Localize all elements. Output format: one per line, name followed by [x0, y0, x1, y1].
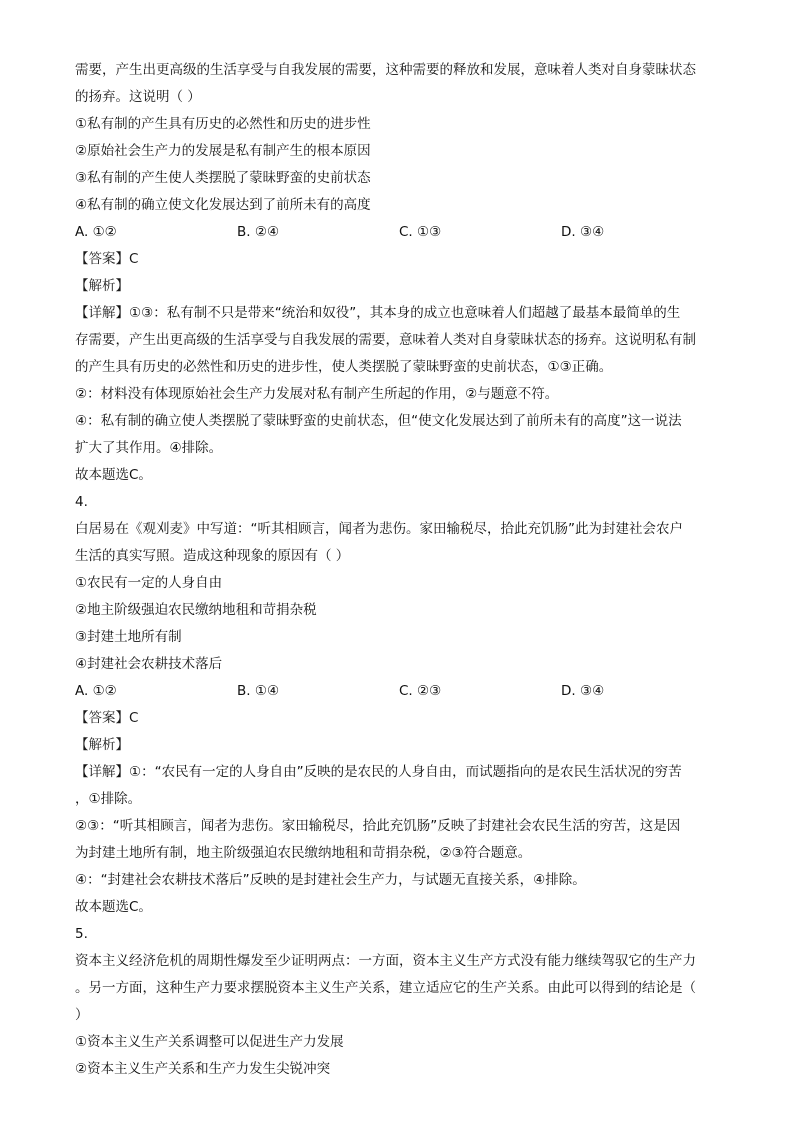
q4-analysis-heading: 【解析】 — [75, 737, 129, 753]
q3-detail-line-5: ④：私有制的确立使人类摆脱了蒙昧野蛮的史前状态，但“使文化发展达到了前所未有的高度”这一说法 — [75, 413, 682, 429]
q3-option-d: D. ③④ — [561, 224, 605, 240]
q5-item-2: ②资本主义生产关系和生产力发生尖锐冲突 — [75, 1061, 331, 1077]
q4-option-c: C. ②③ — [399, 683, 442, 699]
q3-conclusion: 故本题选C。 — [75, 467, 152, 483]
q5-item-1: ①资本主义生产关系调整可以促进生产力发展 — [75, 1034, 344, 1050]
q4-detail-line-2: ，①排除。 — [75, 791, 142, 807]
q3-analysis-heading: 【解析】 — [75, 278, 129, 294]
q4-item-3: ③封建土地所有制 — [75, 629, 182, 645]
q4-detail-line-4: 为封建土地所有制，地主阶级强迫农民缴纳地租和苛捐杂税，②③符合题意。 — [75, 845, 532, 861]
q5-stem-line-3: ） — [75, 1007, 89, 1023]
q3-stem-line-2: 的扬弃。这说明（ ） — [75, 89, 201, 105]
q3-options — [75, 219, 725, 246]
q3-item-3: ③私有制的产生使人类摆脱了蒙昧野蛮的史前状态 — [75, 170, 371, 186]
q3-item-1: ①私有制的产生具有历史的必然性和历史的进步性 — [75, 116, 371, 132]
q3-detail-line-3: 的产生具有历史的必然性和历史的进步性，使人类摆脱了蒙昧野蛮的史前状态，①③正确。 — [75, 359, 613, 375]
q4-option-d: D. ③④ — [561, 683, 605, 699]
q4-conclusion: 故本题选C。 — [75, 899, 152, 915]
q4-option-a: A. ①② — [75, 683, 117, 699]
q4-options — [75, 678, 725, 705]
q3-stem-line-1: 需要，产生出更高级的生活享受与自我发展的需要，这种需要的释放和发展，意味着人类对自身蒙昧状态 — [75, 62, 696, 78]
q4-detail-line-3: ②③：“听其相顾言，闻者为悲伤。家田输税尽，拾此充饥肠”反映了封建社会农民生活的穷苦，这是因 — [75, 818, 681, 834]
q4-answer: 【答案】C — [75, 710, 139, 726]
q3-detail-line-6: 扩大了其作用。④排除。 — [75, 440, 223, 456]
q5-stem-line-2: 。另一方面，这种生产力要求摆脱资本主义生产关系，建立适应它的生产关系。由此可以得到的结论是（ — [75, 980, 696, 996]
q4-stem-line-1: 白居易在《观刈麦》中写道：“听其相顾言，闻者为悲伤。家田输税尽，拾此充饥肠”此为封建社会农户 — [75, 521, 683, 537]
q3-detail-line-1: 【详解】①③：私有制不只是带来“统治和奴役”，其本身的成立也意味着人们超越了最基本最简单的生 — [75, 305, 681, 321]
q3-answer: 【答案】C — [75, 251, 139, 267]
q5-stem-line-1: 资本主义经济危机的周期性爆发至少证明两点：一方面，资本主义生产方式没有能力继续驾驭它的生产力 — [75, 953, 696, 969]
q4-item-2: ②地主阶级强迫农民缴纳地租和苛捐杂税 — [75, 602, 317, 618]
q3-detail-line-4: ②：材料没有体现原始社会生产力发展对私有制产生所起的作用，②与题意不符。 — [75, 386, 559, 402]
q4-item-1: ①农民有一定的人身自由 — [75, 575, 223, 591]
q3-option-a: A. ①② — [75, 224, 117, 240]
q4-detail-line-5: ④：“封建社会农耕技术落后”反映的是封建社会生产力，与试题无直接关系，④排除。 — [75, 872, 586, 888]
q4-stem-line-2: 生活的真实写照。造成这种现象的原因有（ ） — [75, 548, 350, 564]
q4-item-4: ④封建社会农耕技术落后 — [75, 656, 223, 672]
q3-detail-line-2: 存需要，产生出更高级的生活享受与自我发展的需要，意味着人类对自身蒙昧状态的扬弃。这说明私有制 — [75, 332, 696, 348]
q3-option-c: C. ①③ — [399, 224, 442, 240]
q3-item-4: ④私有制的确立使文化发展达到了前所未有的高度 — [75, 197, 371, 213]
q5-number: 5. — [75, 926, 88, 942]
q4-detail-line-1: 【详解】①：“农民有一定的人身自由”反映的是农民的人身自由，而试题指向的是农民生活状况的穷苦 — [75, 764, 682, 780]
q4-number: 4. — [75, 494, 88, 510]
q3-option-b: B. ②④ — [237, 224, 280, 240]
document-page — [75, 57, 725, 1083]
q4-option-b: B. ①④ — [237, 683, 280, 699]
q3-item-2: ②原始社会生产力的发展是私有制产生的根本原因 — [75, 143, 371, 159]
